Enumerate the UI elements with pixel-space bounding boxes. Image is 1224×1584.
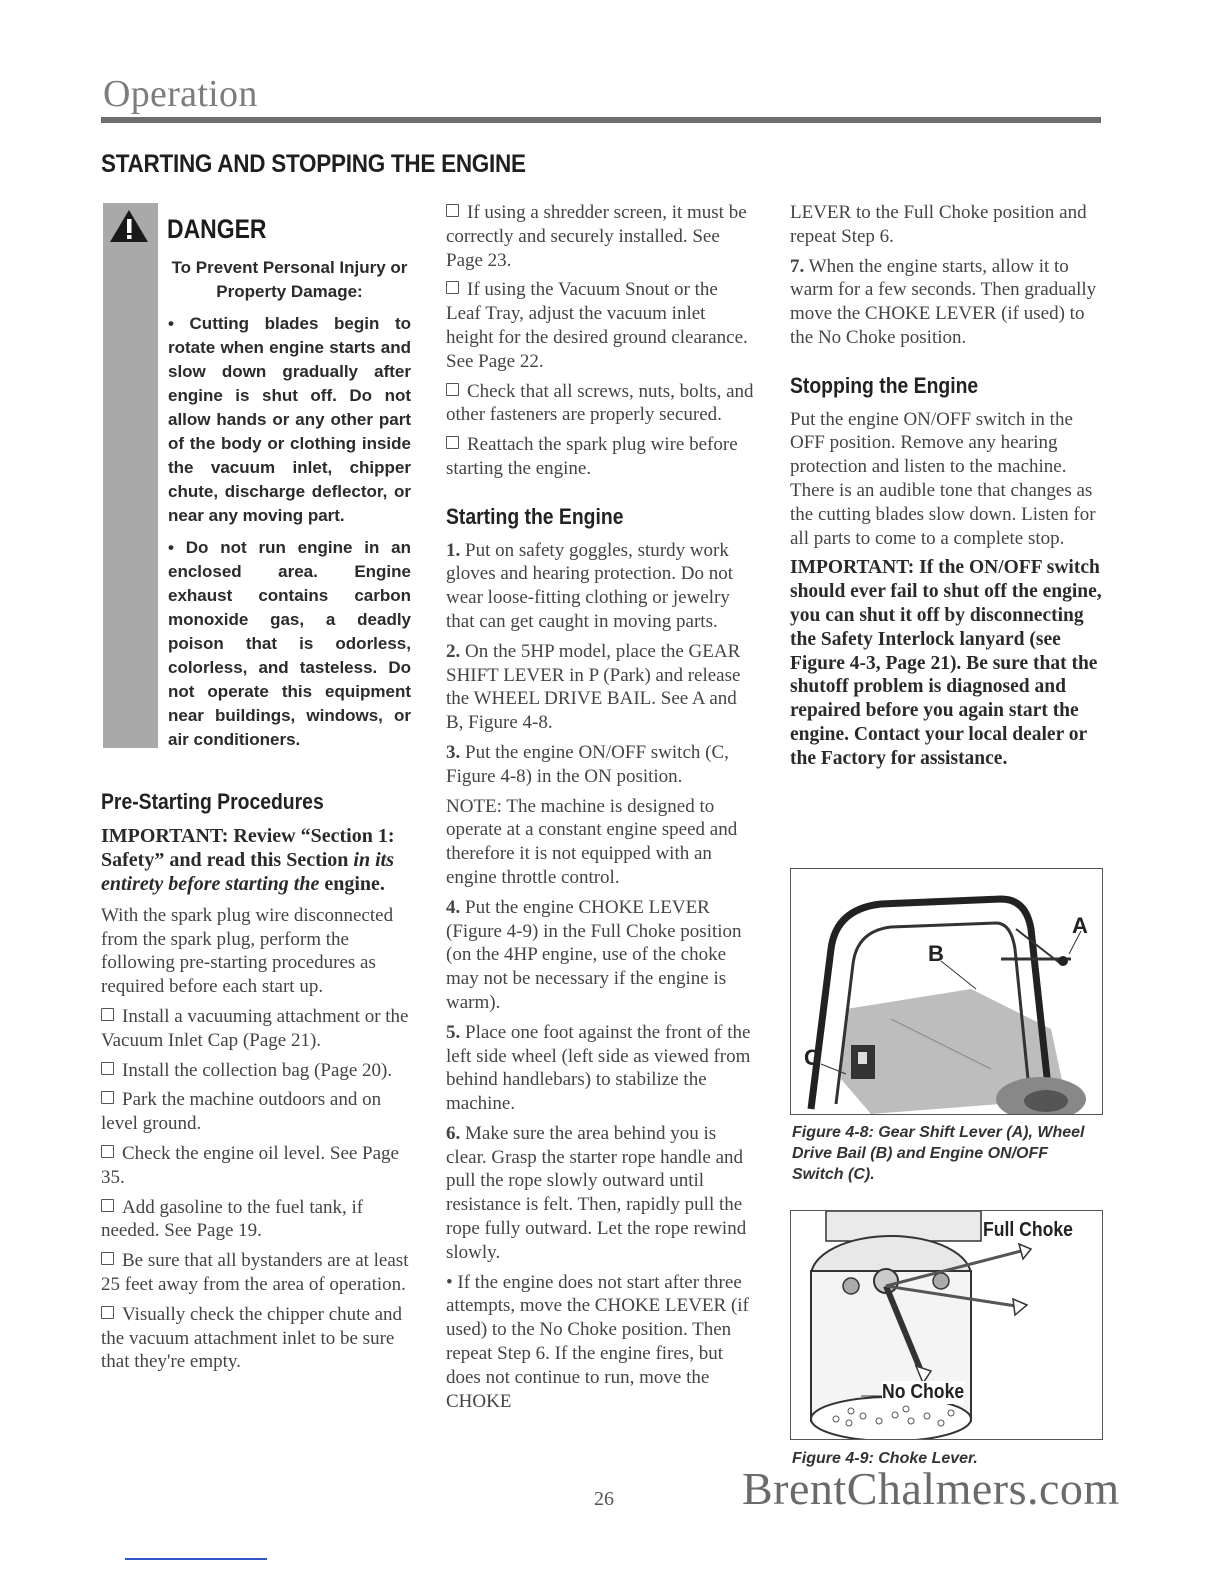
danger-bullet: • Cutting blades begin to rotate when engine starts and slow down gradually after engine is shut off. Do not allow hands or any other part of the body or clothing inside the vacuum inlet, chipper chute, discharge deflector, or near any moving part. bbox=[168, 314, 411, 525]
checklist-item: Add gasoline to the fuel tank, if needed. See Page 19. bbox=[101, 1196, 364, 1242]
warning-triangle-icon bbox=[108, 208, 150, 244]
checklist-item: If using the Vacuum Snout or the Leaf Tray, adjust the vacuum inlet height for the desired ground clearance. See Page 22. bbox=[446, 279, 748, 372]
figure-4-8 bbox=[790, 868, 1103, 1115]
checklist-item: Park the machine outdoors and on level ground. bbox=[101, 1089, 382, 1135]
checklist-item: Check that all screws, nuts, bolts, and other fasteners are properly secured. bbox=[446, 380, 754, 426]
starting-heading: Starting the Engine bbox=[446, 503, 624, 529]
checkbox-icon bbox=[446, 436, 459, 449]
stopping-heading: Stopping the Engine bbox=[790, 372, 979, 398]
prestart-important: IMPORTANT: Review “Section 1: Safety” and read this Section in its entirety before starting the engine. bbox=[101, 824, 395, 895]
checklist-item: Install the collection bag (Page 20). bbox=[101, 1059, 411, 1083]
checklist-item: Check the engine oil level. See Page 35. bbox=[101, 1142, 399, 1188]
label-b: B bbox=[928, 941, 944, 966]
watermark: BrentChalmers.com bbox=[742, 1463, 1120, 1514]
checkbox-icon bbox=[101, 1062, 114, 1075]
checkbox-icon bbox=[101, 1091, 114, 1104]
header-rule bbox=[101, 117, 1101, 123]
no-choke-label: No Choke bbox=[882, 1381, 965, 1403]
bullet-note: • If the engine does not start after three attempts, move the CHOKE LEVER (if used) to the No Choke position. Then repeat Step 6. If the engine fires, but does not continue to run, move the CHOKE bbox=[446, 1271, 749, 1412]
figure-4-8-caption: Figure 4-8: Gear Shift Lever (A), Wheel Drive Bail (B) and Engine ON/OFF Switch (C). bbox=[792, 1124, 1085, 1183]
stopping-column bbox=[790, 201, 1102, 777]
danger-bullet: • Do not run engine in an enclosed area. Engine exhaust contains carbon monoxide gas, a deadly poison that is odorless, colorless, and tasteless. Do not operate this equipment near buildings, windows, or air conditioners. bbox=[168, 538, 411, 749]
step: 6. Make sure the area behind you is clear. Grasp the starter rope handle and pull the rope slowly outward until resistance is felt. Then, rapidly pull the rope fully outward. Let the rope rewind slowly. bbox=[446, 1122, 747, 1263]
prestart-intro: With the spark plug wire disconnected from the spark plug, perform the following pre-starting procedures as required before each start up. bbox=[101, 904, 394, 998]
choke-lever-illustration bbox=[791, 1211, 1102, 1439]
checkbox-icon bbox=[101, 1252, 114, 1265]
danger-sidebar bbox=[103, 203, 158, 748]
checkbox-icon bbox=[101, 1199, 114, 1212]
machine-handle-illustration bbox=[791, 869, 1102, 1114]
danger-subtitle: To Prevent Personal Injury or Property Damage: bbox=[171, 258, 408, 301]
checkbox-icon bbox=[446, 383, 459, 396]
note: NOTE: The machine is designed to operate at a constant engine speed and therefore it is not equipped with an engine throttle control. bbox=[446, 795, 738, 888]
checkbox-icon bbox=[101, 1008, 114, 1021]
figure-4-9-caption: Figure 4-9: Choke Lever. bbox=[792, 1450, 978, 1467]
page-number: 26 bbox=[594, 1488, 614, 1510]
checklist-item: Reattach the spark plug wire before starting the engine. bbox=[446, 434, 738, 479]
page-heading: STARTING AND STOPPING THE ENGINE bbox=[101, 150, 526, 178]
full-choke-label: Full Choke bbox=[983, 1219, 1073, 1241]
stopping-text: Put the engine ON/OFF switch in the OFF position. Remove any hearing protection and listen to the machine. There is an audible tone that changes as the cutting blades slow down. Listen for all parts to come to a complete stop. bbox=[790, 408, 1096, 549]
checkbox-icon bbox=[446, 204, 459, 217]
step: 7. When the engine starts, allow it to warm for a few seconds. Then gradually move the CHOKE LEVER (if used) to the No Choke position. bbox=[790, 255, 1097, 348]
section-title: Operation bbox=[103, 73, 258, 115]
label-a: A bbox=[1072, 913, 1088, 938]
checklist-item: Be sure that all bystanders are at least 25 feet away from the area of operation. bbox=[101, 1250, 409, 1295]
checkbox-icon bbox=[101, 1145, 114, 1158]
step: 5. Place one foot against the front of the left side wheel (left side as viewed from behind handlebars) to stabilize the machine. bbox=[446, 1021, 751, 1115]
stopping-important: IMPORTANT: If the ON/OFF switch should ever fail to shut off the engine, you can shut it off by disconnecting the Safety Interlock lanyard (see Figure 4-3, Page 21). Be sure that the shutoff problem is diagnosed and repaired before you again start the engine. Contact your local dealer or the Factory for assistance. bbox=[790, 557, 1102, 769]
link-underline[interactable] bbox=[125, 1558, 267, 1560]
checklist-item: Visually check the chipper chute and the vacuum attachment inlet to be sure that they're empty. bbox=[101, 1303, 403, 1373]
step: 3. Put the engine ON/OFF switch (C, Figure 4-8) in the ON position. bbox=[446, 741, 729, 787]
danger-body bbox=[168, 256, 411, 760]
label-c: C bbox=[804, 1045, 820, 1070]
step: 2. On the 5HP model, place the GEAR SHIFT LEVER in P (Park) and release the WHEEL DRIVE BAIL. See A and B, Figure 4-8. bbox=[446, 640, 741, 734]
prestart-column bbox=[101, 790, 411, 1380]
step: 4. Put the engine CHOKE LEVER (Figure 4-9) in the Full Choke position (on the 4HP engine, use of the choke may not be necessary if the engine is warm). bbox=[446, 896, 742, 1013]
prestart-heading: Pre-Starting Procedures bbox=[101, 789, 324, 814]
starting-column bbox=[446, 201, 756, 1419]
checklist-item: If using a shredder screen, it must be correctly and securely installed. See Page 23. bbox=[446, 202, 747, 271]
checklist-item: Install a vacuuming attachment or the Vacuum Inlet Cap (Page 21). bbox=[101, 1005, 409, 1051]
step: 1. Put on safety goggles, sturdy work gloves and hearing protection. Do not wear loose-fitting clothing or jewelry that can get caught in moving parts. bbox=[446, 539, 734, 632]
figure-4-9 bbox=[790, 1210, 1103, 1440]
danger-title: DANGER bbox=[167, 214, 267, 244]
continued-text: LEVER to the Full Choke position and repeat Step 6. bbox=[790, 202, 1087, 247]
checkbox-icon bbox=[101, 1306, 114, 1319]
checkbox-icon bbox=[446, 281, 459, 294]
